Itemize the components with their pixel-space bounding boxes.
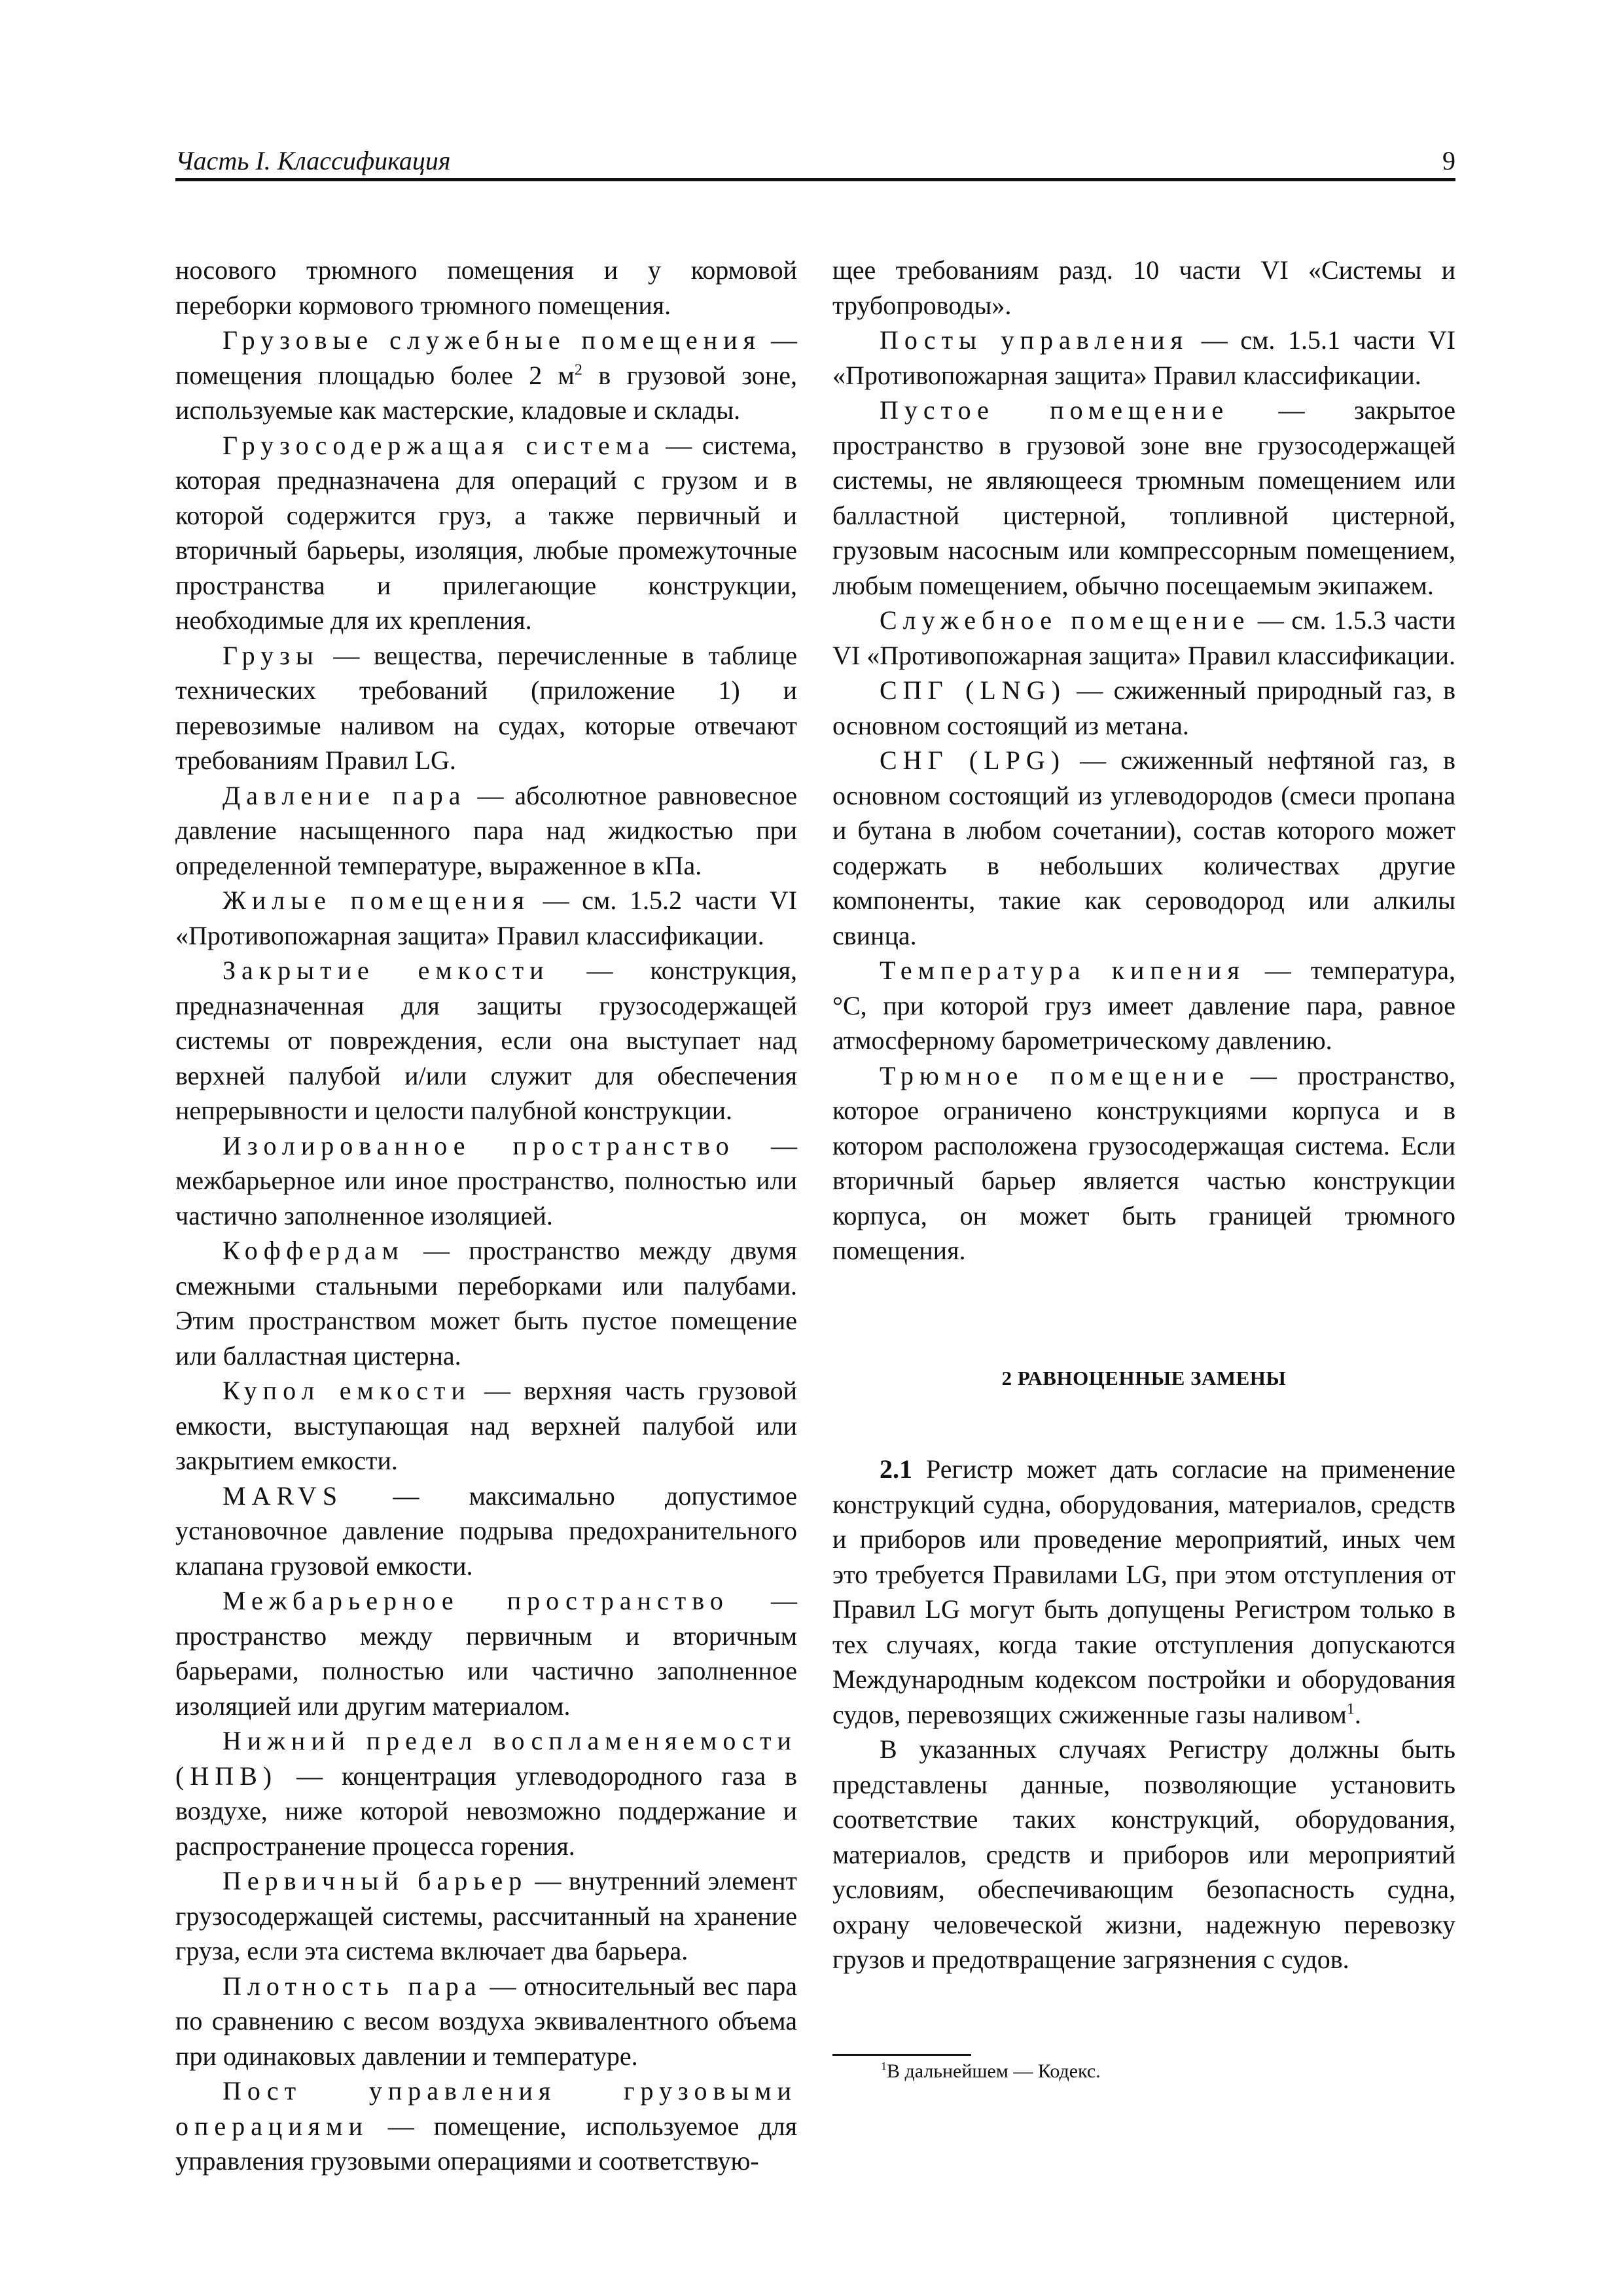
- definition: СПГ (LNG) — сжиженный природный газ, в основном состоящий из метана.: [832, 675, 1455, 740]
- definition-term: Трюмное помещение: [880, 1060, 1230, 1090]
- definition-term: Межбарьерное пространство: [223, 1586, 729, 1615]
- running-header: [175, 145, 1455, 178]
- definition: Плотность пара — относительный вес пара по сравнению с весом воздуха эквивалентного объема при одинаковых давлении и температуре.: [175, 1971, 797, 2071]
- definition: Пустое помещение — закрытое пространство в грузовой зоне вне грузосодержащей системы, не являющееся трюмным помещением или балластной цистерной, топливной цистерной, грузовым насосным или компрессорным помещением, любым помещением, обычно посещаемым экипажем.: [832, 395, 1455, 600]
- footnote: $^1$В дальнейшем — Кодекс.: [881, 2060, 1101, 2082]
- section-heading: 2 РАВНОЦЕННЫЕ ЗАМЕНЫ: [1001, 1367, 1287, 1390]
- definition-term: Изолированное пространство: [223, 1130, 735, 1160]
- definition: Первичный барьер — внутренний элемент грузосодержащей системы, рассчитанный на хранение груза, если эта система включает два барьера.: [175, 1866, 797, 1965]
- footnote-rule: [832, 2054, 971, 2056]
- section-body: [832, 1452, 1455, 1977]
- right-column: [832, 253, 1455, 1268]
- definition-term: Температура кипения: [880, 956, 1245, 985]
- definition-term: Плотность пара: [223, 1971, 482, 2001]
- definition-term: Грузосодержащая система: [223, 430, 656, 460]
- definition-term: MARVS: [223, 1480, 344, 1511]
- definition: MARVS — максимально допустимое установочное давление подрыва предохранительного клапана грузовой емкости.: [175, 1480, 797, 1581]
- running-title: Часть I. Классификация: [175, 146, 451, 175]
- definition-term: Первичный барьер: [223, 1866, 528, 1895]
- definition: Межбарьерное пространство — пространство между первичным и вторичным барьерами, полностью или частично заполненное изоляцией или другим материалом.: [175, 1586, 797, 1721]
- section-paragraph: В указанных случаях Регистру должны быть представлены данные, позволяющие установить соответствие таких конструкций, оборудования, материалов, средств и приборов или мероприятий условиям, обеспечивающим безопасность судна, охрану человеческой жизни, надежную перевозку грузов и предотвращение загрязнения с судов.: [832, 1734, 1455, 1974]
- definition: СНГ (LPG) — сжиженный нефтяной газ, в основном состоящий из углеводородов (смеси пропана и бутана в любом сочетании), состав которого может содержать в небольших количествах другие компоненты, такие как сероводород или алкилы свинца.: [832, 745, 1455, 950]
- continued-paragraph: носового трюмного помещения и у кормовой переборки кормового трюмного помещения.: [175, 255, 797, 320]
- definition-term: Грузовые служебные помещения: [223, 325, 762, 355]
- definition-term: Нижний предел воспламеняемости (НПВ): [175, 1726, 797, 1791]
- definition: Трюмное помещение — пространство, которое ограничено конструкциями корпуса и в котором расположена грузосодержащая система. Если вторичный барьер является частью конструкции корпуса, он может быть границей трюмного помещения.: [832, 1060, 1455, 1265]
- definition: Пост управления грузовыми операциями — помещение, используемое для управления грузовыми операциями и соответствую-: [175, 2076, 797, 2176]
- definition: Грузовые служебные помещения — помещения площадью более 2 $м^2$ в грузовой зоне, используемые как мастерские, кладовые и склады.: [175, 325, 798, 425]
- page-number: 9: [1442, 146, 1455, 175]
- definition-term: Посты управления: [880, 325, 1189, 355]
- definition: Изолированное пространство — межбарьерное или иное пространство, полностью или частично заполненное изоляцией.: [175, 1130, 797, 1230]
- definition: Посты управления — см. 1.5.1 части VI «Противопожарная защита» Правил классификации.: [832, 325, 1456, 390]
- definition: Грузосодержащая система — система, которая предназначена для операций с грузом и в которой содержится груз, а также первичный и вторичный барьеры, изоляция, любые промежуточные пространства и прилегающие конструкции, необходимые для их крепления.: [175, 430, 797, 635]
- left-column: [175, 253, 797, 2179]
- definition-term: СПГ (LNG): [880, 675, 1066, 705]
- definition: Давление пара — абсолютное равновесное давление насыщенного пара над жидкостью при определенной температуре, выраженное в кПа.: [175, 780, 797, 880]
- definition: Грузы — вещества, перечисленные в таблице технических требований (приложение 1) и перевозимые наливом на судах, которые отвечают требованиям Правил LG.: [175, 640, 797, 775]
- definition-term: Закрытие емкости: [223, 956, 550, 985]
- definition-term: Купол емкости: [223, 1376, 471, 1405]
- definition-term: Пост управления грузовыми операциями: [175, 2076, 797, 2141]
- definition-term: Жилые помещения: [223, 886, 530, 915]
- definition-term: Служебное помещение: [880, 605, 1251, 635]
- clause-number: 2.1: [880, 1454, 912, 1484]
- definition: Служебное помещение — см. 1.5.3 части VI «Противопожарная защита» Правил классификации.: [832, 605, 1456, 670]
- definition-term: Пустое помещение: [880, 395, 1230, 425]
- definition-term: Коффердам: [223, 1236, 404, 1265]
- footnote-ref: 1: [1346, 1700, 1355, 1718]
- definition-term: Грузы: [223, 640, 319, 670]
- definition: Жилые помещения — см. 1.5.2 части VI «Противопожарная защита» Правил классификации.: [175, 886, 797, 950]
- continued-paragraph: щее требованиям разд. 10 части VI «Системы и трубопроводы».: [832, 255, 1455, 320]
- definition: Температура кипения — температура, °С, при которой груз имеет давление пара, равное атмосферному барометрическому давлению.: [832, 956, 1455, 1055]
- definition-term: СНГ (LPG): [880, 745, 1066, 775]
- section-paragraph: 2.1 Регистр может дать согласие на применение конструкций судна, оборудования, материалов, средств и приборов или проведение мероприятий, иных чем это требуется Правилами LG, при этом отступления от Правил LG могут быть допущены Регистром только в тех случаях, когда такие отступления допускаются Международным кодексом постройки и оборудования судов, перевозящих сжиженные газы наливом$^1$.: [832, 1454, 1455, 1729]
- definition-term: Давление пара: [223, 780, 467, 810]
- definition: Закрытие емкости — конструкция, предназначенная для защиты грузосодержащей системы от повреждения, если она выступает над верхней палубой и/или служит для обеспечения непрерывности и целости палубной конструкции.: [175, 956, 797, 1125]
- header-rule: [175, 178, 1455, 181]
- definition: Нижний предел воспламеняемости (НПВ) — концентрация углеводородного газа в воздухе, ниже которой невозможно поддержание и распространение процесса горения.: [175, 1726, 797, 1861]
- definition: Купол емкости — верхняя часть грузовой емкости, выступающая над верхней палубой или закрытием емкости.: [175, 1376, 797, 1475]
- definition: Коффердам — пространство между двумя смежными стальными переборками или палубами. Этим пространством может быть пустое помещение или балластная цистерна.: [175, 1236, 797, 1371]
